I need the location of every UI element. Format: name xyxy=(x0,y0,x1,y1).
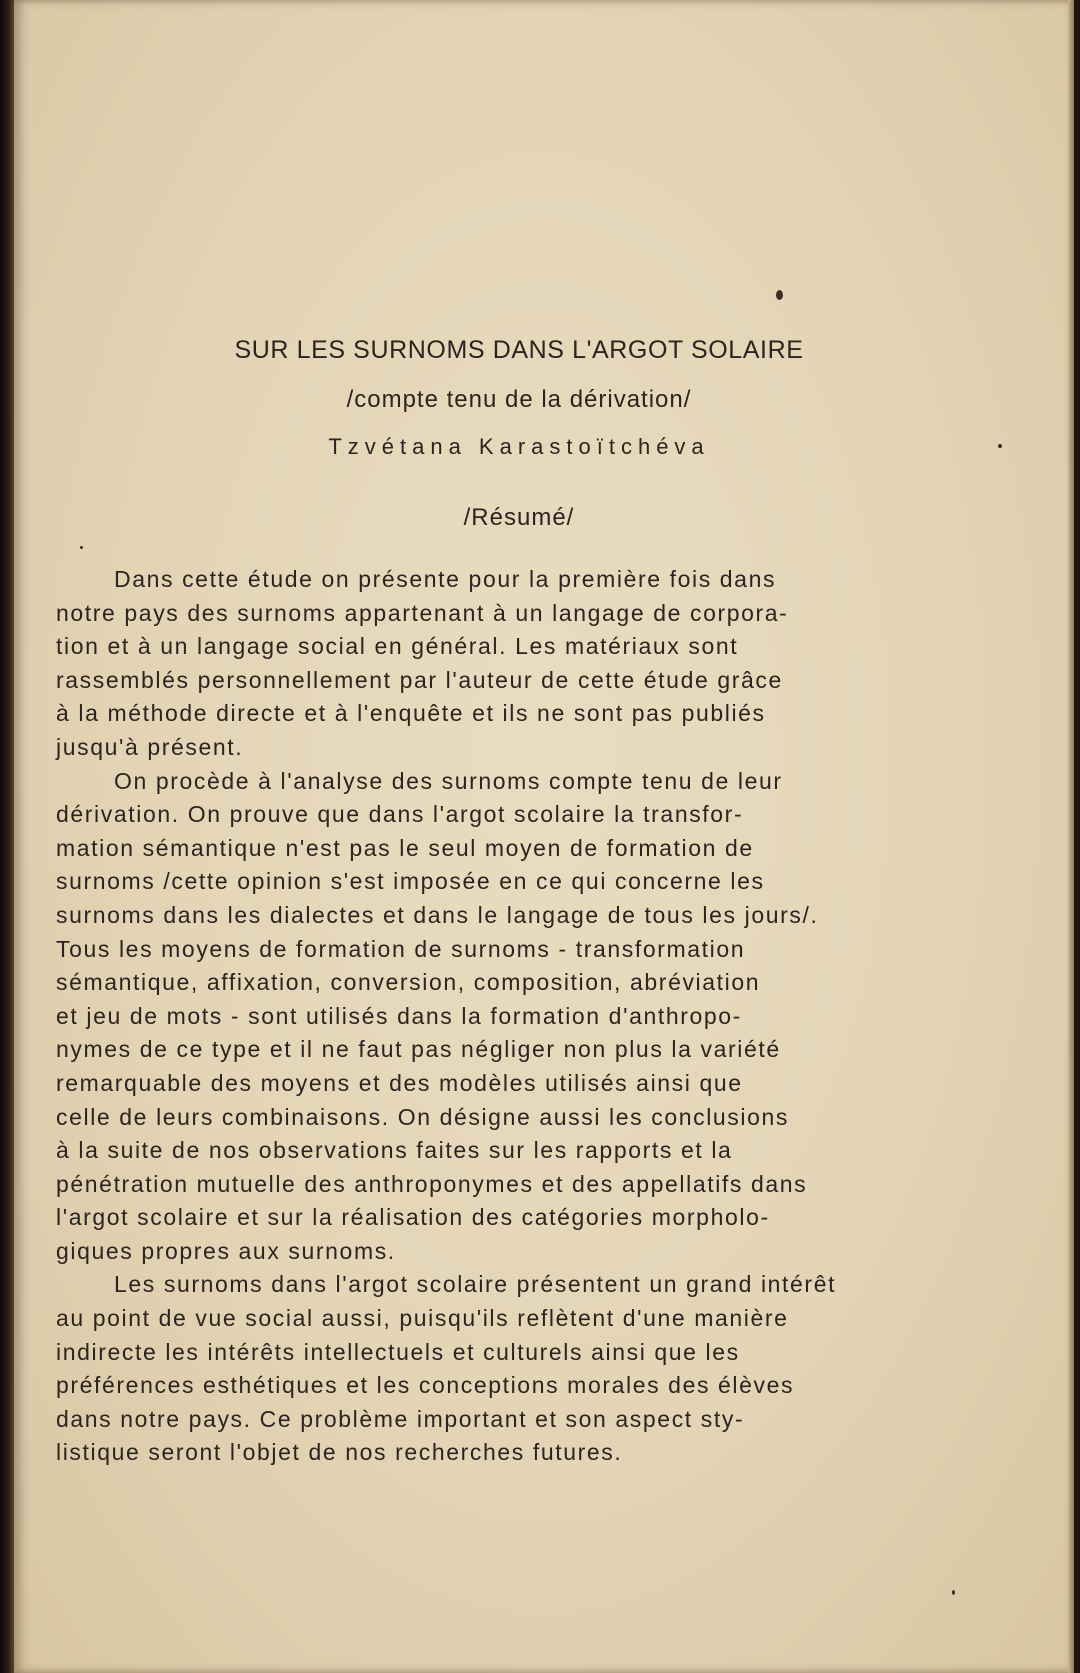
text-line: Les surnoms dans l'argot scolaire présentent un grand intérêt xyxy=(114,1271,837,1298)
text-line: à la méthode directe et à l'enquête et ils ne sont pas publiés xyxy=(56,700,766,727)
text-line: l'argot scolaire et sur la réalisation des catégories morpholo- xyxy=(56,1204,770,1231)
text-line: pénétration mutuelle des anthroponymes et des appellatifs dans xyxy=(56,1170,808,1197)
text-line: rassemblés personnellement par l'auteur de cette étude grâce xyxy=(56,666,783,693)
document-subtitle: /compte tenu de la dérivation/ xyxy=(346,386,692,413)
text-line: Tous les moyens de formation de surnoms - transformation xyxy=(56,935,746,962)
text-line: celle de leurs combinaisons. On désigne aussi les conclusions xyxy=(56,1103,789,1130)
text-line: remarquable des moyens et des modèles utilisés ainsi que xyxy=(56,1069,743,1096)
text-line: préférences esthétiques et les conceptions morales des élèves xyxy=(56,1372,795,1399)
document-title: SUR LES SURNOMS DANS L'ARGOT SOLAIRE xyxy=(234,336,804,364)
text-line: listique seront l'objet de nos recherches futures. xyxy=(56,1439,623,1466)
text-line: surnoms dans les dialectes et dans le langage de tous les jours/. xyxy=(56,901,819,928)
ink-speck xyxy=(776,290,783,300)
text-line: notre pays des surnoms appartenant à un langage de corpora- xyxy=(56,599,789,626)
ink-speck xyxy=(80,546,83,549)
text-line: surnoms /cette opinion s'est imposée en ce qui concerne les xyxy=(56,868,765,895)
text-line: à la suite de nos observations faites sur les rapports et la xyxy=(56,1137,733,1164)
text-line: On procède à l'analyse des surnoms compte tenu de leur xyxy=(114,767,783,794)
book-spine-shadow xyxy=(0,0,14,1673)
section-heading: /Résumé/ xyxy=(463,504,575,531)
text-line: mation sémantique n'est pas le seul moyen de formation de xyxy=(56,834,754,861)
text-line: tion et à un langage social en général. Les matériaux sont xyxy=(56,633,739,660)
abstract-body xyxy=(56,563,996,1470)
text-line: dans notre pays. Ce problème important et son aspect sty- xyxy=(56,1405,745,1432)
text-line: giques propres aux surnoms. xyxy=(56,1237,396,1264)
scanned-page xyxy=(14,0,1074,1673)
text-line: au point de vue social aussi, puisqu'ils reflètent d'une manière xyxy=(56,1305,789,1332)
text-line: jusqu'à présent. xyxy=(56,733,244,760)
text-line: sémantique, affixation, conversion, composition, abréviation xyxy=(56,969,761,996)
text-line: Dans cette étude on présente pour la première fois dans xyxy=(114,566,777,592)
page-edge xyxy=(1068,0,1074,1673)
author-name: Tzvétana Karastoïtchéva xyxy=(328,434,710,459)
text-line: indirecte les intérêts intellectuels et culturels ainsi que les xyxy=(56,1338,740,1365)
text-line: nymes de ce type et il ne faut pas négliger non plus la variété xyxy=(56,1036,781,1063)
text-line: dérivation. On prouve que dans l'argot scolaire la transfor- xyxy=(56,801,744,828)
text-line: et jeu de mots - sont utilisés dans la formation d'anthropo- xyxy=(56,1002,742,1029)
ink-speck xyxy=(952,1590,955,1595)
